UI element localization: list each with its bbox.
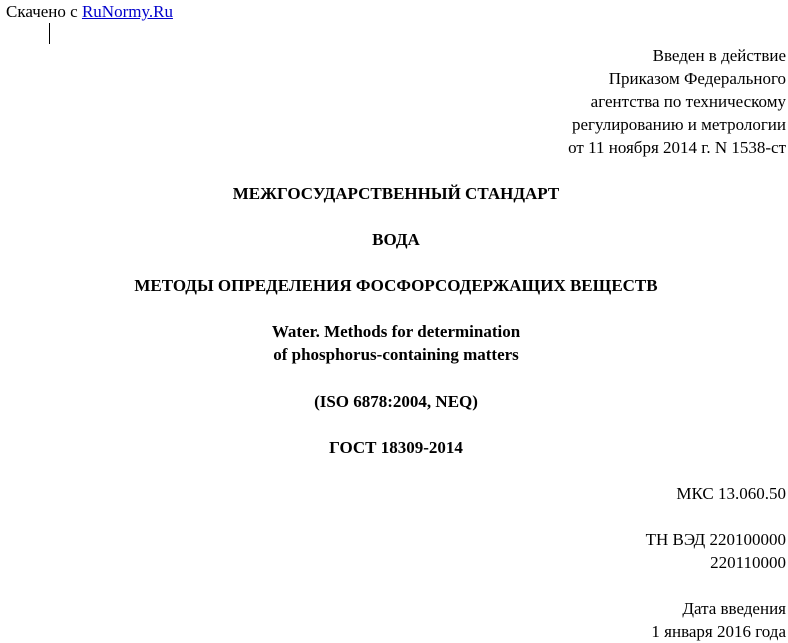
- adoption-line-5: от 11 ноября 2014 г. N 1538-ст: [568, 138, 786, 157]
- english-title-line-2: of phosphorus-containing matters: [273, 345, 519, 364]
- source-line: [6, 0, 173, 23]
- tnved-block: [646, 528, 786, 574]
- adoption-line-1: Введен в действие: [652, 46, 786, 65]
- source-link[interactable]: RuNormy.Ru: [81, 2, 173, 21]
- introduction-label: Дата введения: [682, 599, 786, 618]
- adoption-line-4: регулированию и метрологии: [571, 115, 786, 134]
- iso-reference: (ISO 6878:2004, NEQ): [314, 392, 478, 411]
- standard-type-heading: МЕЖГОСУДАРСТВЕННЫЙ СТАНДАРТ: [232, 184, 560, 203]
- text-cursor: [49, 23, 50, 44]
- introduction-date: 1 января 2016 года: [651, 622, 786, 641]
- adoption-line-2: Приказом Федерального: [608, 69, 786, 88]
- standard-subtitle: МЕТОДЫ ОПРЕДЕЛЕНИЯ ФОСФОРСОДЕРЖАЩИХ ВЕЩЕСТВ: [134, 276, 658, 295]
- tnved-line-1: ТН ВЭД 220100000: [645, 530, 786, 549]
- mks-code: МКС 13.060.50: [676, 484, 786, 503]
- introduction-block: [651, 597, 786, 643]
- gost-number: ГОСТ 18309-2014: [329, 438, 463, 457]
- adoption-line-3: агентства по техническому: [590, 92, 786, 111]
- standard-title: ВОДА: [372, 230, 420, 249]
- english-title: [0, 320, 788, 366]
- tnved-line-2: 220110000: [710, 553, 786, 572]
- source-prefix: Скачено с: [6, 2, 82, 21]
- adoption-block: [568, 44, 786, 159]
- english-title-line-1: Water. Methods for determination: [271, 322, 521, 341]
